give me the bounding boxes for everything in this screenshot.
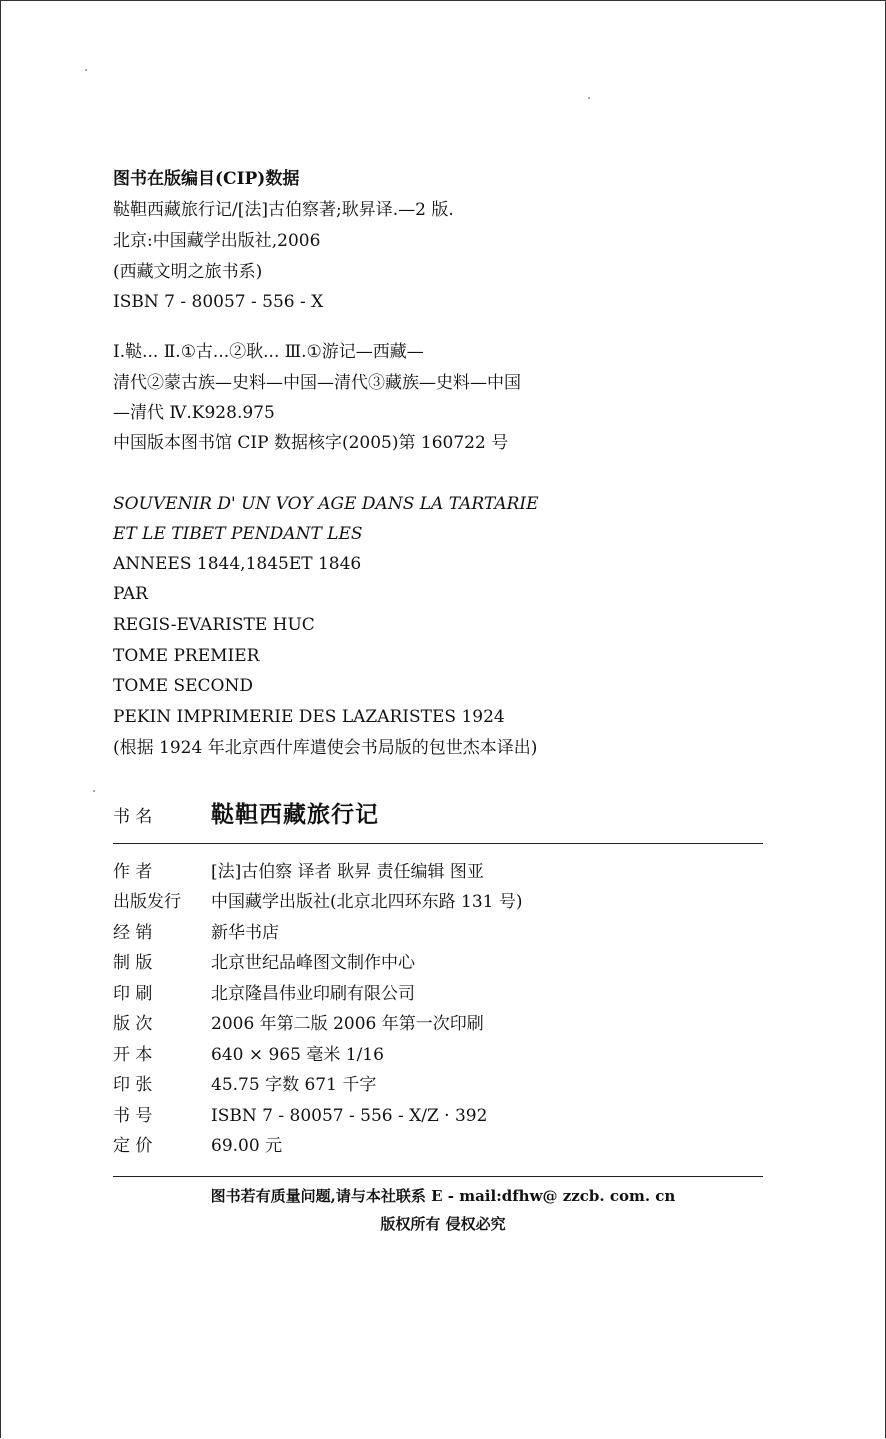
quality-contact-note: 图书若有质量问题,请与本社联系 E - mail:dfhw@ zzcb. com. cn [210,1187,676,1205]
original-volume-line: TOME SECOND [113,676,254,696]
detail-row-sheets [113,1074,376,1096]
detail-row-author [113,861,484,883]
original-volume-line: TOME PREMIER [113,646,260,666]
cip-line: 北京:中国藏学出版社,2006 [113,231,321,251]
detail-value: [法]古伯察 译者 耿昇 责任编辑 图亚 [211,862,484,882]
translation-source-note: (根据 1924 年北京西什库遣使会书局版的包世杰本译出) [113,738,538,758]
detail-value: 640 × 965 毫米 1/16 [211,1045,384,1065]
detail-row-publisher [113,891,523,913]
detail-row-price [113,1135,282,1157]
cip-line: (西藏文明之旅书系) [113,262,263,282]
detail-value: 中国藏学出版社(北京北四环东路 131 号) [211,892,523,912]
detail-value: 新华书店 [211,923,279,943]
original-publisher-line: PEKIN IMPRIMERIE DES LAZARISTES 1924 [113,707,505,727]
detail-label: 印 张 [113,1075,153,1095]
detail-row-distributor [113,922,279,944]
detail-row-isbn [113,1105,487,1127]
cip-verification: 中国版本图书馆 CIP 数据核字(2005)第 160722 号 [113,433,509,453]
scan-speck [588,97,590,99]
cip-classification: Ⅰ.鞑... Ⅱ.①古...②耿... Ⅲ.①游记—西藏— [113,342,424,362]
detail-value: 69.00 元 [211,1136,283,1156]
detail-label: 版 次 [113,1014,153,1034]
detail-row-platemaking [113,952,415,974]
scan-speck [85,69,87,71]
detail-value: ISBN 7 - 80057 - 556 - X/Z · 392 [211,1106,488,1126]
detail-label: 制 版 [113,953,153,973]
detail-label: 出版发行 [113,892,181,912]
detail-label: 开 本 [113,1045,153,1065]
cip-line: ISBN 7 - 80057 - 556 - X [113,292,324,312]
detail-value: 2006 年第二版 2006 年第一次印刷 [211,1014,484,1034]
original-title-line: ET LE TIBET PENDANT LES [113,524,363,544]
detail-value: 北京世纪品峰图文制作中心 [211,953,415,973]
detail-label: 经 销 [113,923,153,943]
detail-value: 北京隆昌伟业印刷有限公司 [211,984,415,1004]
cip-line: 鞑靼西藏旅行记/[法]古伯察著;耿昇译.—2 版. [113,200,454,220]
title-divider [113,843,763,844]
original-author-line: REGIS-EVARISTE HUC [113,615,315,635]
detail-label: 作 者 [113,862,153,882]
detail-label: 印 刷 [113,984,153,1004]
scan-speck [93,790,95,792]
book-title-label: 书 名 [113,807,153,827]
cip-heading: 图书在版编目(CIP)数据 [113,169,300,189]
book-title-row [113,796,379,829]
detail-row-edition [113,1013,484,1035]
original-author-line: PAR [113,584,148,604]
detail-value: 45.75 字数 671 千字 [211,1075,377,1095]
original-title-line: SOUVENIR D' UN VOY AGE DANS LA TARTARIE [113,494,539,514]
detail-label: 定 价 [113,1136,153,1156]
original-title-line: ANNEES 1844,1845ET 1846 [113,554,362,574]
detail-row-format [113,1044,384,1066]
detail-row-printer [113,983,415,1005]
copyright-notice: 版权所有 侵权必究 [380,1215,506,1233]
cip-classification: —清代 Ⅳ.K928.975 [113,403,275,423]
cip-classification: 清代②蒙古族—史料—中国—清代③藏族—史料—中国 [113,373,521,393]
footer-divider [113,1176,763,1177]
detail-label: 书 号 [113,1106,153,1126]
book-title: 鞑靼西藏旅行记 [211,801,379,828]
